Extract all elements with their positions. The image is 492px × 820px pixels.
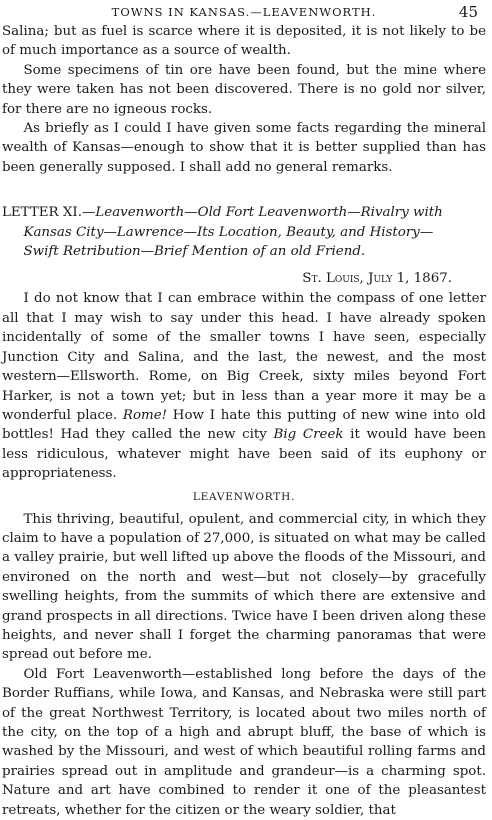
dateline: St. Louis, July 1, 1867.	[302, 271, 452, 287]
opening-text-1: I do not know that I can embrace within the compass of one letter all that I may wish to say under this head. I have already spoken incidentally of some of the smaller towns I have seen, especially Junction City and Salina, and the last, the newest, and the most western—Ellsworth. Rome, on Big Creek, sixty miles beyond Fort Harker, is not a town yet; but in less than a year more it may be a wonderful place.	[2, 291, 486, 423]
opening-italic-big-creek: Big Creek	[273, 427, 344, 443]
letter-number: LETTER XI.—	[2, 205, 96, 221]
heading-gap	[2, 261, 486, 269]
letter-topics-line3: Swift Retribution—Brief Mention of an old Friend.	[23, 244, 366, 260]
opening-text-3: it would have been less ridiculous, whatever might have been said of its euphony or appropriateness.	[2, 427, 487, 482]
opening-italic-rome: Rome!	[122, 407, 168, 423]
paragraph-mineral-wealth: As briefly as I could I have given some facts regarding the mineral wealth of Kansas—enough to show that it is better supplied than has been generally supposed. I shall add no general remarks.	[2, 121, 486, 175]
paragraph-tin-ore: Some specimens of tin ore have been found, but the mine where they were taken has not been discovered. There is no gold nor silver, for there are no igneous rocks.	[2, 62, 486, 117]
paragraph-city-description: This thriving, beautiful, opulent, and commercial city, in which they claim to have a population of 27,000, is situated on what may be called a valley prairie, but well lifted up above the floods of the Missouri, and environed on the north and west—but not closely—by gracefully swelling heights, from the summits of which there are extensive and grand prospects in all directions. Twice have I been driven along these heights, and never shall I forget the charming panoramas that were spread out before me.	[2, 511, 486, 663]
paragraph-continued: Salina; but as fuel is scarce where it is deposited, it is not likely to be of much importance as a source of wealth.	[2, 24, 486, 59]
page-number: 45	[458, 3, 478, 21]
letter-topics-line1: Leavenworth—Old Fort Leavenworth—Rivalry with	[95, 205, 443, 221]
section-heading-leavenworth: LEAVENWORTH.	[192, 490, 296, 503]
letter-topics-line2: Kansas City—Lawrence—Its Location, Beauty, and History—	[23, 224, 434, 240]
paragraph-old-fort: Old Fort Leavenworth—established long before the days of the Border Ruffians, while Iowa, and Kansas, and Nebraska were still part of the great Northwest Territory, is located about two miles north of the city, on the top of a high and abrupt bluff, the base of which is washed by the Missouri, and west of which beautiful rolling farms and prairies spread out in amplitude and grandeur—is a charming spot. Nature and art have combined to render it one of the pleasantest retreats, whether for the citizen or the weary soldier, that	[2, 666, 486, 818]
letter-heading	[2, 203, 486, 261]
paragraph-opening	[2, 289, 486, 483]
section-gap	[2, 177, 486, 203]
opening-text-2: How I hate this putting of new wine into old bottles! Had they called the new city	[2, 407, 486, 443]
running-head	[2, 0, 486, 22]
running-title: TOWNS IN KANSAS.—LEAVENWORTH.	[111, 5, 377, 19]
